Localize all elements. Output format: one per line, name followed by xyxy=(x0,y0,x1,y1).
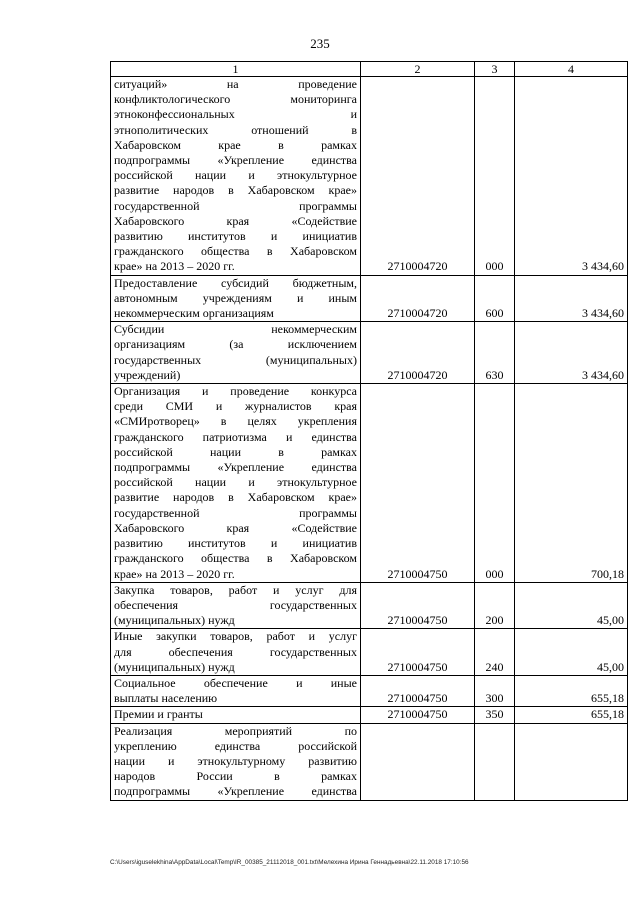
table-row xyxy=(111,629,628,676)
description-line: развитие народов в Хабаровском крае» xyxy=(114,183,357,198)
description-line: Предоставление субсидий бюджетным, xyxy=(114,275,357,290)
description-line: для обеспечения государственных xyxy=(114,644,357,659)
row-target-code: 2710004720 xyxy=(361,77,475,276)
footer-file-path: C:\Users\iguselekhina\AppData\Local\Temp\IR_00385_21112018_001.txt\Мелехина Ирина Геннадьевна\22.11.2018 17:10:56 xyxy=(110,859,469,866)
row-description xyxy=(111,322,361,384)
description-line: укреплению единства российской xyxy=(114,738,357,753)
row-target-code xyxy=(361,723,475,800)
description-line: Хабаровского края «Содействие xyxy=(114,520,357,535)
table-row xyxy=(111,582,628,629)
description-line: автономным учреждениям и иным xyxy=(114,290,357,305)
row-description xyxy=(111,77,361,276)
description-line: народов России в рамках xyxy=(114,769,357,784)
row-target-code: 2710004720 xyxy=(361,322,475,384)
row-target-code: 2710004750 xyxy=(361,707,475,723)
row-target-code: 2710004750 xyxy=(361,384,475,583)
row-expense-type: 630 xyxy=(475,322,515,384)
row-amount: 3 434,60 xyxy=(515,322,628,384)
header-col-2: 2 xyxy=(361,62,475,77)
row-description xyxy=(111,675,361,706)
description-line: гражданского патриотизма и единства xyxy=(114,429,357,444)
row-amount: 700,18 xyxy=(515,384,628,583)
description-line: государственных (муниципальных) xyxy=(114,352,357,367)
description-line: конфликтологического мониторинга xyxy=(114,92,357,107)
row-expense-type: 000 xyxy=(475,77,515,276)
row-amount: 3 434,60 xyxy=(515,275,628,322)
row-description xyxy=(111,723,361,800)
description-line: российской нации в рамках xyxy=(114,444,357,459)
description-line: подпрограммы «Укрепление единства xyxy=(114,784,357,799)
header-col-4: 4 xyxy=(515,62,628,77)
row-amount: 45,00 xyxy=(515,629,628,676)
row-amount xyxy=(515,723,628,800)
description-line: Хабаровском крае в рамках xyxy=(114,137,357,152)
row-description xyxy=(111,707,361,723)
row-description xyxy=(111,384,361,583)
row-expense-type: 300 xyxy=(475,675,515,706)
description-line: обеспечения государственных xyxy=(114,597,357,612)
description-line: Премии и гранты xyxy=(114,707,203,722)
description-line: развитию институтов и инициатив xyxy=(114,536,357,551)
row-expense-type: 600 xyxy=(475,275,515,322)
description-line: Субсидии некоммерческим xyxy=(114,322,357,337)
row-expense-type: 350 xyxy=(475,707,515,723)
row-amount: 45,00 xyxy=(515,582,628,629)
description-line: гражданского общества в Хабаровском xyxy=(114,551,357,566)
table-row xyxy=(111,675,628,706)
description-line: развитию институтов и инициатив xyxy=(114,229,357,244)
row-target-code: 2710004750 xyxy=(361,582,475,629)
header-col-3: 3 xyxy=(475,62,515,77)
description-line: Реализация мероприятий по xyxy=(114,723,357,738)
description-line: организациям (за исключением xyxy=(114,337,357,352)
row-expense-type: 240 xyxy=(475,629,515,676)
description-line: подпрограммы «Укрепление единства xyxy=(114,460,357,475)
description-line: нации и этнокультурному развитию xyxy=(114,753,357,768)
header-col-1: 1 xyxy=(111,62,361,77)
description-line: этноконфессиональных и xyxy=(114,107,357,122)
table-row xyxy=(111,723,628,800)
description-line: Социальное обеспечение и иные xyxy=(114,675,357,690)
description-line: Иные закупки товаров, работ и услуг xyxy=(114,629,357,644)
description-line: Организация и проведение конкурса xyxy=(114,384,357,399)
row-amount: 655,18 xyxy=(515,675,628,706)
description-line: гражданского общества в Хабаровском xyxy=(114,244,357,259)
table-row xyxy=(111,384,628,583)
row-expense-type: 000 xyxy=(475,384,515,583)
description-line: Хабаровского края «Содействие xyxy=(114,213,357,228)
row-target-code: 2710004750 xyxy=(361,629,475,676)
row-amount: 3 434,60 xyxy=(515,77,628,276)
description-line: российской нации и этнокультурное xyxy=(114,168,357,183)
description-line: крае» на 2013 – 2020 гг. xyxy=(114,566,235,581)
description-line: развитие народов в Хабаровском крае» xyxy=(114,490,357,505)
row-description xyxy=(111,582,361,629)
description-line: Закупка товаров, работ и услуг для xyxy=(114,582,357,597)
page-number: 235 xyxy=(310,36,330,51)
row-description xyxy=(111,629,361,676)
description-line: выплаты населению xyxy=(114,691,218,706)
row-expense-type: 200 xyxy=(475,582,515,629)
description-line: российской нации и этнокультурное xyxy=(114,475,357,490)
description-line: среди СМИ и журналистов края xyxy=(114,399,357,414)
description-line: «СМИротворец» в целях укрепления xyxy=(114,414,357,429)
budget-table xyxy=(110,61,628,801)
description-line: крае» на 2013 – 2020 гг. xyxy=(114,259,235,274)
description-line: некоммерческим организациям xyxy=(114,306,274,321)
row-description xyxy=(111,275,361,322)
description-line: подпрограммы «Укрепление единства xyxy=(114,153,357,168)
table-row xyxy=(111,275,628,322)
row-amount: 655,18 xyxy=(515,707,628,723)
row-target-code: 2710004750 xyxy=(361,675,475,706)
description-line: (муниципальных) нужд xyxy=(114,613,235,628)
description-line: государственной программы xyxy=(114,505,357,520)
description-line: ситуаций» на проведение xyxy=(114,77,357,91)
description-line: этнополитических отношений в xyxy=(114,122,357,137)
table-row xyxy=(111,77,628,276)
description-line: (муниципальных) нужд xyxy=(114,659,235,674)
table-row xyxy=(111,322,628,384)
row-target-code: 2710004720 xyxy=(361,275,475,322)
description-line: государственной программы xyxy=(114,198,357,213)
table-header-row xyxy=(111,62,628,77)
row-expense-type xyxy=(475,723,515,800)
table-row xyxy=(111,707,628,723)
description-line: учреждений) xyxy=(114,367,181,382)
